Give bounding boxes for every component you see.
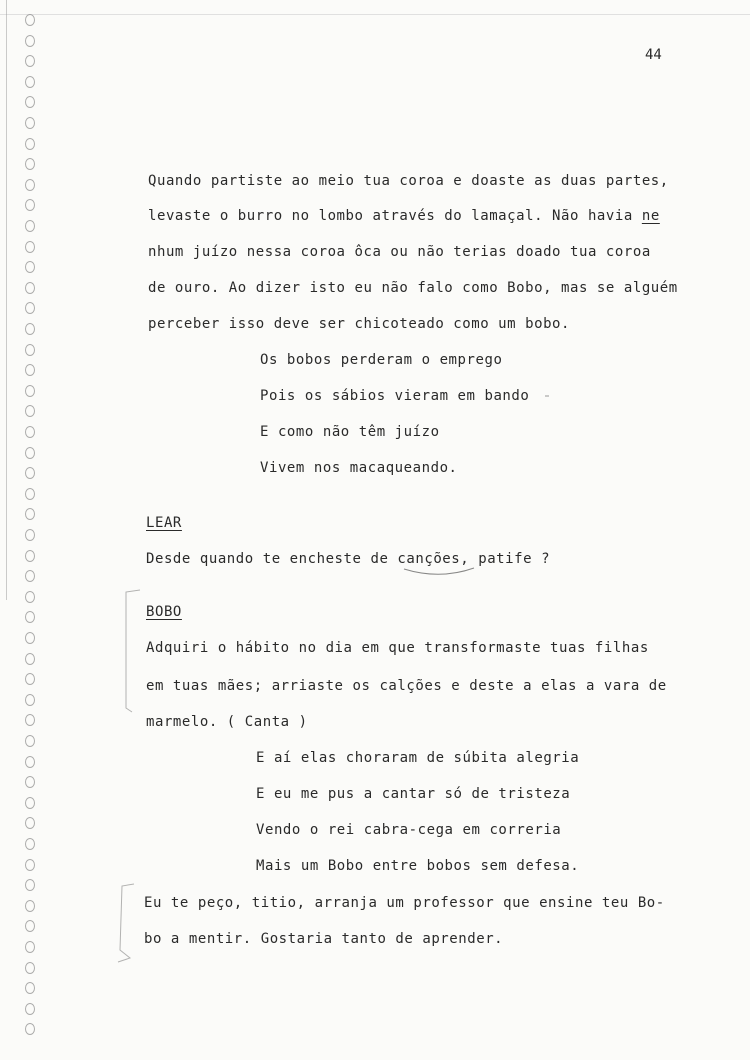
perforation-hole (26, 427, 35, 438)
song1-verse-1: Os bobos perderam o emprego (260, 352, 503, 368)
paragraph-line-1: Quando partiste ao meio tua coroa e doaste as duas partes, (148, 173, 669, 189)
song1-verse-4: Vivem nos macaqueando. (260, 460, 458, 476)
perforation-hole (26, 283, 35, 294)
pencil-bracket-bobo (126, 590, 140, 712)
perforation-hole (26, 901, 35, 912)
perforation-hole (26, 633, 35, 644)
perforation-hole (26, 530, 35, 541)
perforation-hole (26, 386, 35, 397)
speaker-bobo: BOBO (146, 604, 182, 620)
bobo-line-3: marmelo. ( Canta ) (146, 714, 308, 730)
perforation-hole (26, 942, 35, 953)
speaker-lear: LEAR (146, 515, 182, 531)
perforation-hole (26, 777, 35, 788)
paragraph-line-4: de ouro. Ao dizer isto eu não falo como Bobo, mas se alguém (148, 280, 678, 296)
perforation-hole (26, 242, 35, 253)
paragraph-line-2 (148, 208, 660, 224)
song2-verse-1: E aí elas choraram de súbita alegria (256, 750, 580, 766)
perforation-strip (0, 0, 40, 1060)
perforation-hole (26, 695, 35, 706)
perforation-hole (26, 654, 35, 665)
perforation-hole (26, 118, 35, 129)
perforation-hole (26, 97, 35, 108)
lear-line: Desde quando te encheste de canções, patife ? (146, 551, 551, 567)
perforation-hole (26, 839, 35, 850)
perforation-holes (0, 0, 40, 1060)
perforation-hole (26, 345, 35, 356)
song2-verse-3: Vendo o rei cabra-cega em correria (256, 822, 562, 838)
page-number: 44 (645, 47, 662, 63)
perforation-hole (26, 180, 35, 191)
perforation-hole (26, 963, 35, 974)
perforation-hole (26, 983, 35, 994)
hyphen-tail: ne (641, 208, 660, 224)
final-line-2: bo a mentir. Gostaria tanto de aprender. (144, 931, 504, 947)
perforation-hole (26, 139, 35, 150)
perforation-hole (26, 798, 35, 809)
final-line-1: Eu te peço, titio, arranja um professor que ensine teu Bo- (144, 895, 665, 911)
perforation-hole (26, 15, 35, 26)
perforation-hole (26, 303, 35, 314)
perforation-hole (26, 715, 35, 726)
top-edge-line (0, 14, 750, 15)
perforation-hole (26, 77, 35, 88)
perforation-hole (26, 612, 35, 623)
perforation-hole (26, 324, 35, 335)
bobo-line-1: Adquiri o hábito no dia em que transformaste tuas filhas (146, 640, 649, 656)
perforation-hole (26, 674, 35, 685)
bobo-line-2: em tuas mães; arriaste os calções e deste a elas a vara de (146, 678, 667, 694)
perforation-hole (26, 489, 35, 500)
perforation-hole (26, 406, 35, 417)
perforation-hole (26, 509, 35, 520)
perforation-hole (26, 468, 35, 479)
pencil-bracket-final (118, 884, 134, 962)
paragraph-line-2-text: levaste o burro no lombo através do lamaçal. Não havia (148, 208, 642, 224)
perforation-hole (26, 221, 35, 232)
perforation-hole (26, 921, 35, 932)
song1-verse-3: E como não têm juízo (260, 424, 440, 440)
perforation-hole (26, 262, 35, 273)
perforation-hole (26, 200, 35, 211)
perforation-hole (26, 1024, 35, 1035)
perforation-hole (26, 56, 35, 67)
paragraph-line-3: nhum juízo nessa coroa ôca ou não terias doado tua coroa (148, 244, 651, 260)
perforation-hole (26, 1004, 35, 1015)
perforation-hole (26, 159, 35, 170)
pencil-underline-cancoes (404, 568, 474, 574)
perforation-hole (26, 36, 35, 47)
perforation-hole (26, 592, 35, 603)
perforation-hole (26, 448, 35, 459)
song2-verse-4: Mais um Bobo entre bobos sem defesa. (256, 858, 580, 874)
paragraph-line-5: perceber isso deve ser chicoteado como um bobo. (148, 316, 570, 332)
perforation-hole (26, 365, 35, 376)
perforation-hole (26, 818, 35, 829)
song1-verse-2: Pois os sábios vieram em bando (260, 388, 530, 404)
perforation-hole (26, 757, 35, 768)
perforation-hole (26, 860, 35, 871)
perforation-hole (26, 880, 35, 891)
song2-verse-2: E eu me pus a cantar só de tristeza (256, 786, 571, 802)
perforation-hole (26, 736, 35, 747)
perforation-hole (26, 571, 35, 582)
perforation-hole (26, 551, 35, 562)
